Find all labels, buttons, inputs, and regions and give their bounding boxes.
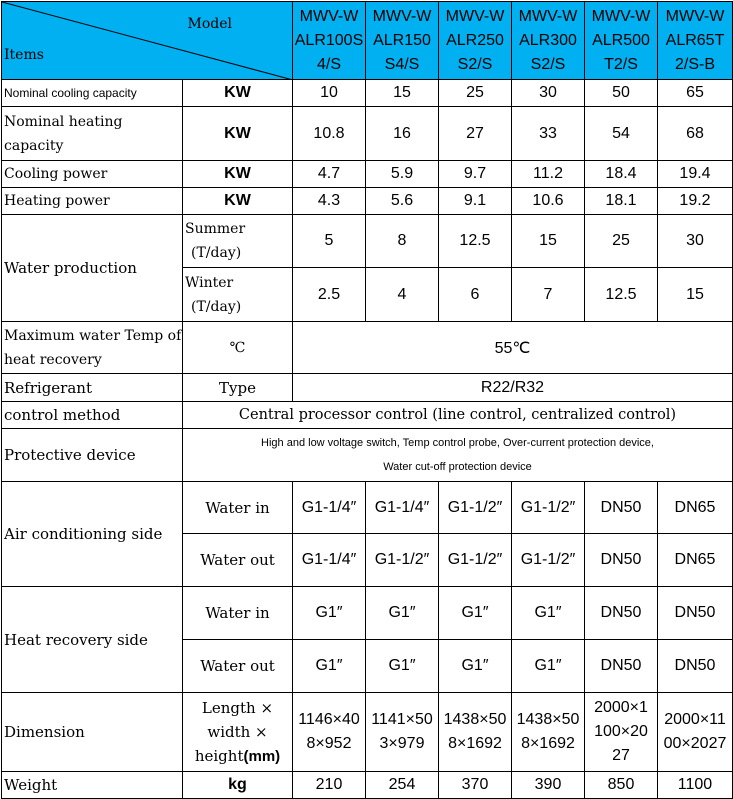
model-header-4: MWV-W ALR300 S2/S <box>512 2 585 80</box>
value-cell: 9.7 <box>439 161 512 188</box>
value-cell: G1″ <box>366 587 439 640</box>
value-cell: G1″ <box>512 640 585 693</box>
value-cell: 55℃ <box>293 322 733 374</box>
value-cell: DN50 <box>585 534 658 587</box>
value-cell: G1″ <box>293 640 366 693</box>
value-cell: 10.8 <box>293 107 366 161</box>
items-label: Items <box>4 47 44 63</box>
row-label: Nominal cooling capacity <box>2 80 183 107</box>
value-cell: 54 <box>585 107 658 161</box>
value-cell: 2000×11 00×2027 <box>658 693 733 772</box>
value-cell: 15 <box>658 268 733 322</box>
model-header-6: MWV-W ALR65T 2/S-B <box>658 2 733 80</box>
header-row <box>2 2 733 80</box>
row-label: Dimension <box>2 693 183 772</box>
row-ac-water-in <box>2 482 733 534</box>
row-max-temp <box>2 322 733 374</box>
sub-label: Winter (T/day) <box>183 268 293 322</box>
row-label: Weight <box>2 772 183 799</box>
value-cell: G1-1/2″ <box>439 534 512 587</box>
sub-label: Water in <box>183 587 293 640</box>
value-cell: G1″ <box>439 640 512 693</box>
model-header-1: MWV-W ALR100S 4/S <box>293 2 366 80</box>
sub-label: Summer (T/day) <box>183 215 293 268</box>
row-label: Maximum water Temp of heat recovery <box>2 322 183 374</box>
value-cell: 18.4 <box>585 161 658 188</box>
unit-cell: KW <box>183 161 293 188</box>
value-cell: 19.2 <box>658 188 733 215</box>
value-cell: 4 <box>366 268 439 322</box>
value-cell: 30 <box>658 215 733 268</box>
value-cell: G1-1/4″ <box>366 482 439 534</box>
value-cell: DN50 <box>585 640 658 693</box>
value-cell: 15 <box>366 80 439 107</box>
value-cell: DN65 <box>658 534 733 587</box>
value-cell: 850 <box>585 772 658 799</box>
unit-cell: ℃ <box>183 322 293 374</box>
row-label: Air conditioning side <box>2 482 183 587</box>
row-heating-capacity <box>2 107 733 161</box>
value-cell: 8 <box>366 215 439 268</box>
unit-cell: KW <box>183 188 293 215</box>
value-cell: 33 <box>512 107 585 161</box>
value-cell: DN50 <box>585 482 658 534</box>
value-cell: 25 <box>439 80 512 107</box>
value-cell: G1″ <box>439 587 512 640</box>
sub-label: Water out <box>183 640 293 693</box>
value-cell: 5.9 <box>366 161 439 188</box>
unit-cell: Length × width × height(mm) <box>183 693 293 772</box>
value-cell: 25 <box>585 215 658 268</box>
row-label: Refrigerant <box>2 374 183 402</box>
value-cell: DN50 <box>585 587 658 640</box>
model-label: Model <box>187 16 232 32</box>
value-cell: 254 <box>366 772 439 799</box>
value-cell: 4.7 <box>293 161 366 188</box>
unit-cell: KW <box>183 80 293 107</box>
unit-cell: Type <box>183 374 293 402</box>
value-cell: 4.3 <box>293 188 366 215</box>
value-cell: R22/R32 <box>293 374 733 402</box>
row-cooling-capacity <box>2 80 733 107</box>
value-cell: 50 <box>585 80 658 107</box>
unit-cell: KW <box>183 107 293 161</box>
value-cell: 10 <box>293 80 366 107</box>
value-cell: G1″ <box>512 587 585 640</box>
row-label: Nominal heating capacity <box>2 107 183 161</box>
row-label: Protective device <box>2 429 183 482</box>
row-control <box>2 402 733 429</box>
value-cell: 210 <box>293 772 366 799</box>
value-cell: G1-1/4″ <box>293 482 366 534</box>
value-cell: 1438×50 8×1692 <box>512 693 585 772</box>
row-label: Cooling power <box>2 161 183 188</box>
value-cell: 5 <box>293 215 366 268</box>
value-cell: 15 <box>512 215 585 268</box>
value-cell: 68 <box>658 107 733 161</box>
value-cell: G1″ <box>293 587 366 640</box>
value-cell: 7 <box>512 268 585 322</box>
sub-label: Water out <box>183 534 293 587</box>
value-cell: 1438×50 8×1692 <box>439 693 512 772</box>
value-cell: 9.1 <box>439 188 512 215</box>
model-header-3: MWV-W ALR250 S2/S <box>439 2 512 80</box>
value-cell: 5.6 <box>366 188 439 215</box>
row-label: Heating power <box>2 188 183 215</box>
unit-cell: kg <box>183 772 293 799</box>
value-cell: 16 <box>366 107 439 161</box>
model-header-5: MWV-W ALR500 T2/S <box>585 2 658 80</box>
sub-label: Water in <box>183 482 293 534</box>
value-cell: Central processor control (line control, centralized control) <box>183 402 733 429</box>
value-cell: 27 <box>439 107 512 161</box>
row-cooling-power <box>2 161 733 188</box>
value-cell: DN50 <box>658 587 733 640</box>
row-label: control method <box>2 402 183 429</box>
value-cell: 12.5 <box>585 268 658 322</box>
value-cell: 18.1 <box>585 188 658 215</box>
value-cell: High and low voltage switch, Temp control probe, Over-current protection device, Water cut-off protection device <box>183 429 733 482</box>
value-cell: 10.6 <box>512 188 585 215</box>
row-weight <box>2 772 733 799</box>
value-cell: G1″ <box>366 640 439 693</box>
header-corner <box>2 2 293 80</box>
row-label: Water production <box>2 215 183 322</box>
value-cell: G1-1/2″ <box>512 482 585 534</box>
value-cell: DN65 <box>658 482 733 534</box>
value-cell: 2000×1 100×20 27 <box>585 693 658 772</box>
diagonal-line <box>2 2 293 80</box>
value-cell: 390 <box>512 772 585 799</box>
row-heating-power <box>2 188 733 215</box>
value-cell: 1141×50 3×979 <box>366 693 439 772</box>
value-cell: G1-1/2″ <box>439 482 512 534</box>
model-header-2: MWV-W ALR150 S4/S <box>366 2 439 80</box>
value-cell: G1-1/4″ <box>293 534 366 587</box>
row-hr-water-in <box>2 587 733 640</box>
row-dimension <box>2 693 733 772</box>
value-cell: 19.4 <box>658 161 733 188</box>
value-cell: 370 <box>439 772 512 799</box>
row-refrigerant <box>2 374 733 402</box>
value-cell: 65 <box>658 80 733 107</box>
value-cell: 30 <box>512 80 585 107</box>
row-protective <box>2 429 733 482</box>
spec-table <box>1 1 733 799</box>
value-cell: 1146×40 8×952 <box>293 693 366 772</box>
value-cell: 1100 <box>658 772 733 799</box>
value-cell: 2.5 <box>293 268 366 322</box>
value-cell: G1-1/2″ <box>366 534 439 587</box>
row-label: Heat recovery side <box>2 587 183 693</box>
value-cell: 12.5 <box>439 215 512 268</box>
value-cell: 6 <box>439 268 512 322</box>
value-cell: DN50 <box>658 640 733 693</box>
row-water-summer <box>2 215 733 268</box>
value-cell: 11.2 <box>512 161 585 188</box>
value-cell: G1-1/2″ <box>512 534 585 587</box>
